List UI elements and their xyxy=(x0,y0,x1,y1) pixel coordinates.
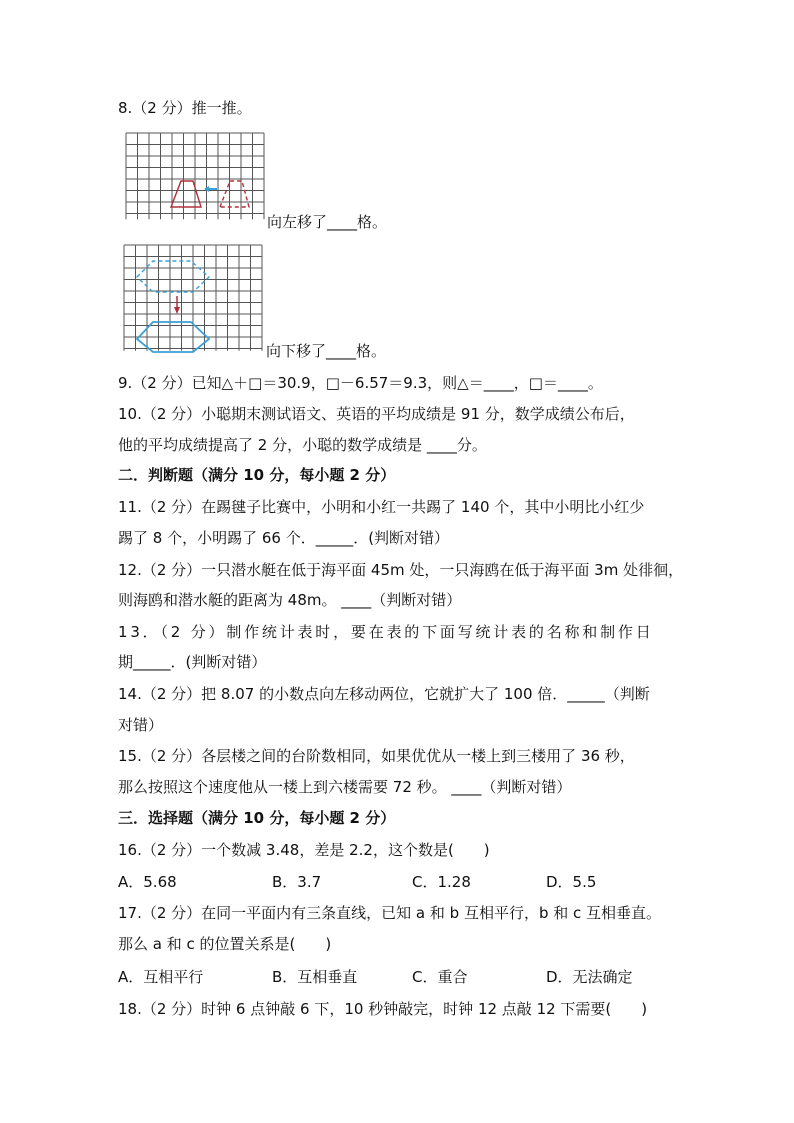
q16-option-c[interactable]: C．1.28 xyxy=(412,873,471,891)
q17-option-b[interactable]: B．互相垂直 xyxy=(272,968,358,986)
q15-line1: 15.（2 分）各层楼之间的台阶数相同，如果优优从一楼上到三楼用了 36 秒， xyxy=(118,747,635,765)
q18-text: 18.（2 分）时钟 6 点钟敲 6 下，10 秒钟敲完，时钟 12 点敲 12 下需要( ) xyxy=(118,1000,648,1018)
q13-line1: 13．（2 分）制作统计表时，要在表的下面写统计表的名称和制作日 xyxy=(118,623,654,641)
trapezoid-original xyxy=(171,181,201,207)
grid-figure-2 xyxy=(123,244,263,354)
q16-option-b[interactable]: B．3.7 xyxy=(272,873,322,891)
q17-line2: 那么 a 和 c 的位置关系是( ) xyxy=(118,935,332,953)
hexagon-original xyxy=(137,261,209,292)
q8-title: 8.（2 分）推一推。 xyxy=(118,99,252,117)
q8-fig1-label: 向左移了____格。 xyxy=(267,213,388,231)
q8-fig2-label: 向下移了____格。 xyxy=(266,342,387,360)
trapezoid-moved xyxy=(220,181,249,207)
q15-line2: 那么按照这个速度他从一楼上到六楼需要 72 秒。 ____（判断对错） xyxy=(118,778,572,796)
grid-figure-1 xyxy=(125,132,265,222)
q10-line1: 10.（2 分）小聪期末测试语文、英语的平均成绩是 91 分，数学成绩公布后， xyxy=(118,405,635,423)
q11-line2: 踢了 8 个，小明踢了 66 个．_____．(判断对错） xyxy=(118,529,450,547)
q10-line2: 他的平均成绩提高了 2 分，小聪的数学成绩是 ____分。 xyxy=(118,436,487,454)
q9-text: 9.（2 分）已知△＋□＝30.9，□－6.57＝9.3，则△＝____，□＝____。 xyxy=(118,374,603,392)
q17-option-d[interactable]: D．无法确定 xyxy=(546,968,633,986)
q11-line1: 11.（2 分）在踢毽子比赛中，小明和小红一共踢了 140 个，其中小明比小红少 xyxy=(118,498,645,516)
q17-option-a[interactable]: A．互相平行 xyxy=(118,968,204,986)
section3-title: 三．选择题（满分 10 分，每小题 2 分） xyxy=(118,809,396,827)
q17-option-c[interactable]: C．重合 xyxy=(412,968,468,986)
q16-text: 16.（2 分）一个数减 3.48，差是 2.2，这个数是( ) xyxy=(118,841,490,859)
q17-line1: 17.（2 分）在同一平面内有三条直线，已知 a 和 b 互相平行，b 和 c 互相垂直。 xyxy=(118,904,662,922)
q13-line2: 期_____．(判断对错） xyxy=(118,653,267,671)
q14-line2: 对错） xyxy=(118,716,164,734)
q12-line2: 则海鸥和潜水艇的距离为 48m。 ____（判断对错） xyxy=(118,591,462,609)
q14-line1: 14.（2 分）把 8.07 的小数点向左移动两位，它就扩大了 100 倍．_____（判断 xyxy=(118,685,650,703)
q12-line1: 12.（2 分）一只潜水艇在低于海平面 45m 处，一只海鸥在低于海平面 3m 处徘徊， xyxy=(118,561,684,579)
section2-title: 二．判断题（满分 10 分，每小题 2 分） xyxy=(118,466,396,484)
q16-option-a[interactable]: A．5.68 xyxy=(118,873,177,891)
q16-option-d[interactable]: D．5.5 xyxy=(546,873,597,891)
